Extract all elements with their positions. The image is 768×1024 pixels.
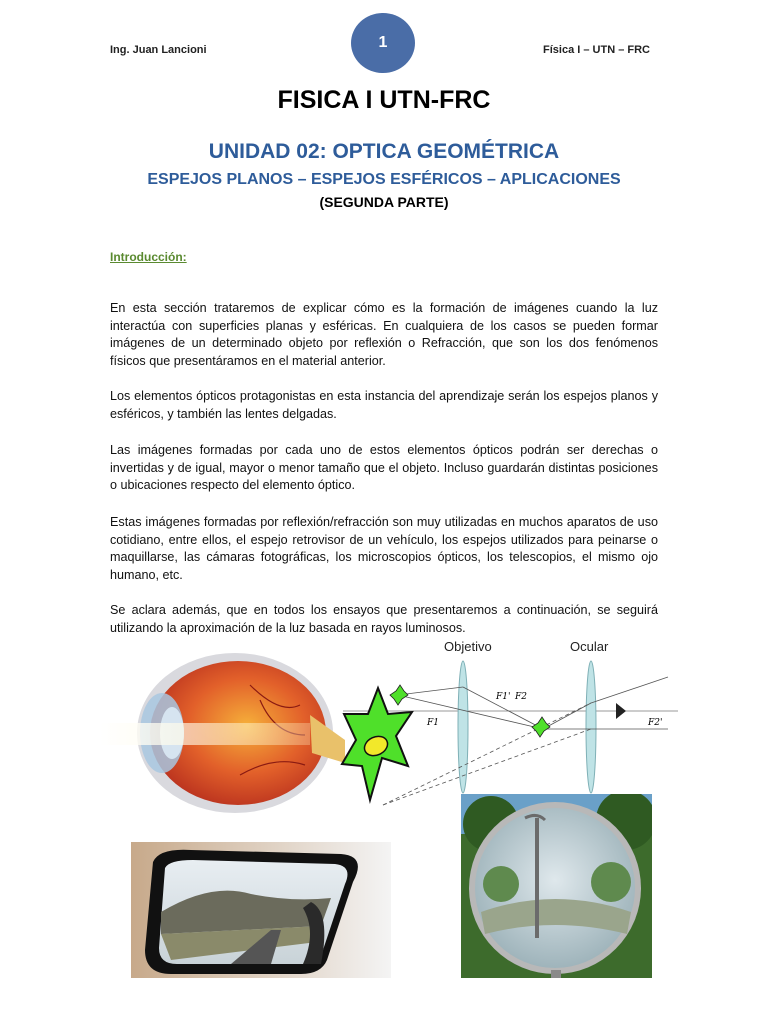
convex-traffic-mirror-icon	[461, 794, 652, 978]
unit-subtitle: ESPEJOS PLANOS – ESPEJOS ESFÉRICOS – APLICACIONES	[147, 171, 621, 188]
page-number-badge: 1	[351, 13, 415, 73]
intro-heading: Introducción:	[110, 250, 187, 264]
focus-label: F2'	[648, 718, 663, 728]
rearview-mirror-photo	[131, 842, 391, 978]
intro-paragraph: Estas imágenes formadas por reflexión/refracción son muy utilizadas en muchos aparatos de uso cotidiano, entre ellos, el espejo retrovisor de un vehículo, los espejos utilizados para peinarse o maquillarse, las cámaras fotográficas, los microscopios ópticos, los telescopios, el mismo ojo humano, etc.	[110, 515, 658, 583]
header-course: Física I – UTN – FRC	[543, 44, 650, 56]
intro-paragraph: Los elementos ópticos protagonistas en esta instancia del aprendizaje serán los espejos planos y esféricos, y también las lentes delgadas.	[110, 389, 658, 421]
document-title: FISICA I UTN-FRC	[277, 86, 491, 114]
ocular-label: Ocular	[570, 639, 609, 654]
image-cell-icon	[532, 717, 550, 737]
eye-anatomy-icon	[100, 645, 345, 820]
header-author: Ing. Juan Lancioni	[110, 44, 207, 56]
unit-title: UNIDAD 02: OPTICA GEOMÉTRICA	[208, 140, 560, 163]
unit-part: (SEGUNDA PARTE)	[319, 194, 449, 210]
intro-paragraph: En esta sección trataremos de explicar cómo es la formación de imágenes cuando la luz interactúa con superficies planas y esféricas. En cualquiera de los casos se pueden formar imágenes de un determinado objeto por reflexión o Refracción, que son los dos fenómenos físicos que presentáramos en el material anterior.	[110, 301, 658, 369]
focus-label: F1'	[496, 692, 511, 702]
convex-mirror-photo	[461, 794, 652, 978]
intro-paragraph: Se aclara además, que en todos los ensayos que presentaremos a continuación, se seguirá utilizando la aproximación de la luz basada en rayos luminosos.	[110, 603, 658, 635]
eye-illustration	[100, 645, 345, 820]
intro-paragraph: Las imágenes formadas por cada uno de estos elementos ópticos podrán ser derechas o invertidas y de igual, mayor o menor tamaño que el objeto. Incluso guardarán distintas posiciones o ubicaciones respecto del elemento óptico.	[110, 443, 658, 493]
objective-label: Objetivo	[444, 639, 492, 654]
car-side-mirror-icon	[131, 842, 391, 978]
focus-label: F1	[427, 718, 439, 728]
focus-label: F2	[515, 692, 527, 702]
cell-specimen	[338, 684, 416, 804]
cell-specimen-icon	[338, 684, 416, 804]
